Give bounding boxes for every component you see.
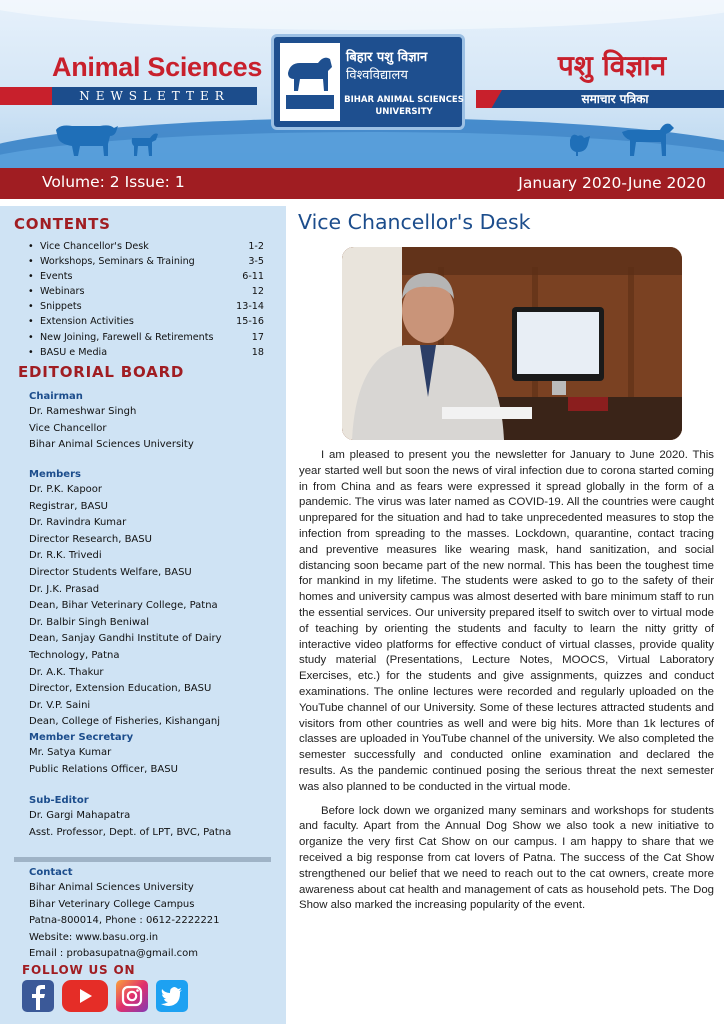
editorial-line: Dr. Balbir Singh Beniwal — [29, 616, 149, 628]
logo-hindi-name: विश्वविद्यालय — [346, 68, 408, 83]
brand-subtitle-bar — [52, 87, 257, 105]
editorial-line: Dr. R.K. Trivedi — [29, 550, 102, 562]
brand-title: Animal Sciences — [52, 52, 263, 82]
editorial-line: Dr. V.P. Saini — [29, 699, 91, 711]
editorial-line: Asst. Professor, Dept. of LPT, BVC, Patna — [29, 826, 232, 838]
vice-chancellor-photo — [342, 247, 682, 440]
sub-editor-block — [29, 794, 269, 841]
cow-icon — [50, 118, 120, 158]
editorial-line: Mr. Satya Kumar — [29, 747, 112, 758]
toc-item-title: Extension Activities — [40, 316, 134, 328]
toc-item-title: New Joining, Farewell & Retirements — [40, 331, 214, 343]
editorial-line: Dean, Sanjay Gandhi Institute of Dairy — [29, 633, 222, 645]
toc-item[interactable] — [28, 254, 264, 269]
hindi-subtitle-bar — [476, 90, 724, 108]
toc-item-pages: 15-16 — [236, 316, 264, 328]
editorial-line: Dr. Rameshwar Singh — [29, 406, 137, 417]
issue-bar — [0, 168, 724, 199]
article-paragraph: I am pleased to present you the newsletter for January to June 2020. This year started well but soon the news of viral infection due to corona started coming in from China and as fears were expressed it spread globally in the form of a pandemic. The virus was later named as COVID-19. All the countries were caught unprepared for the situation and had to take unprecedented measures to stop the infection from spreading to the masses. Lockdown, quarantine, contact tracing and preventive measures like wearing mask, hand sanitization, and social distancing soon became part of the new normal. This has been the toughest time for mankind in my lifetime. The students were asked to go to the safety of their homes and university campus was almost deserted with bare minimum staff to run the essential services. Our university prepared itself to switch over to virtual mode of teaching by orienting the students and faculty to learn the nitty gritty of interactive video platforms for effective conduct of virtual classes, provide quality study material (Presentations, Lecture Notes, MOOCS, Virtual Laboratory Exercises, etc.) for the students and give assignments, quizzes and conduct examinations. The online lectures were recorded and regularly uploaded on the YouTube channel of our University. Some of these lectures attracted students and visitors from other countries as well and were big hits. More than 1k lectures of classes are uploaded in YouTube channel of the university. We also completed the semester successfully and conducted online examination and declared the results. As the pandemic continued posing the serious threat the next semester was also planned to be conducted in the virtual mode. — [299, 449, 714, 793]
editorial-board-heading: EDITORIAL BOARD — [18, 363, 185, 381]
contents-heading: CONTENTS — [14, 215, 111, 233]
toc-item-title: BASU e Media — [40, 346, 108, 358]
editorial-line: Dr. Ravindra Kumar — [29, 517, 127, 529]
follow-us-heading: FOLLOW US ON — [22, 963, 136, 977]
volume-issue: Volume: 2 Issue: 1 — [42, 173, 185, 191]
editorial-role: Sub-Editor — [29, 795, 89, 806]
editorial-role: Chairman — [29, 391, 83, 402]
toc-item-title: Snippets — [40, 301, 82, 313]
toc-item[interactable] — [28, 345, 264, 360]
toc-item-title: Events — [40, 271, 73, 283]
logo-hindi-name: बिहार पशु विज्ञान — [346, 50, 428, 65]
instagram-icon[interactable] — [116, 980, 148, 1012]
contact-block — [29, 866, 269, 963]
logo-english-name: UNIVERSITY — [375, 107, 433, 117]
issue-period: January 2020-June 2020 — [518, 174, 706, 192]
contact-heading: Contact — [29, 867, 73, 878]
university-logo — [271, 34, 465, 130]
editorial-line: Director Students Welfare, BASU — [29, 566, 192, 578]
editorial-line: Public Relations Officer, BASU — [29, 763, 178, 775]
newsletter-brand — [52, 52, 263, 105]
contact-line: Patna-800014, Phone : 0612-2222221 — [29, 915, 220, 927]
toc-item-pages: 18 — [251, 346, 264, 358]
toc-item-pages: 13-14 — [236, 301, 264, 313]
editorial-role: Members — [29, 469, 81, 480]
toc-item[interactable] — [28, 299, 264, 314]
contact-line: Bihar Veterinary College Campus — [29, 898, 195, 910]
hindi-title: पशु विज्ञान — [557, 49, 667, 82]
member-secretary-block — [29, 731, 269, 778]
facebook-icon[interactable] — [22, 980, 54, 1012]
editorial-line: Bihar Animal Sciences University — [29, 439, 194, 451]
editorial-line: Dr. Gargi Mahapatra — [29, 810, 131, 821]
contact-line: Bihar Animal Sciences University — [29, 882, 194, 893]
editorial-line: Vice Chancellor — [29, 422, 107, 434]
header-wave — [0, 0, 724, 30]
masthead — [0, 0, 724, 168]
toc-item-pages: 12 — [251, 286, 264, 298]
hen-icon — [566, 130, 592, 156]
toc-item[interactable] — [28, 239, 264, 254]
toc-item-pages: 3-5 — [248, 256, 264, 268]
logo-english-name: BIHAR ANIMAL SCIENCES — [344, 95, 464, 105]
bull-emblem-icon — [280, 43, 340, 121]
toc-item-title: Vice Chancellor's Desk — [40, 241, 149, 252]
twitter-icon[interactable] — [156, 980, 188, 1012]
social-links — [22, 980, 192, 1014]
toc-item-title: Workshops, Seminars & Training — [40, 256, 195, 268]
toc-item[interactable] — [28, 269, 264, 284]
hindi-brand — [476, 46, 724, 108]
toc-item-pages: 17 — [251, 331, 264, 343]
editorial-line: Dean, College of Fisheries, Kishanganj — [29, 716, 221, 728]
editorial-line: Director, Extension Education, BASU — [29, 683, 212, 695]
email-link[interactable]: Email : probasupatna@gmail.com — [29, 948, 199, 960]
brand-subtitle: NEWSLETTER — [79, 89, 230, 103]
article-paragraph: Before lock down we organized many seminars and workshops for students and faculty. Apart from the Annual Dog Show we also took a new initiative to organize the very first Cat Show on our campus. I am happy to share that we received a big response from cat lovers of Patna. The success of the Cat Show strengthened our belief that we need to reach out to the cat owners, create more awareness about cat health and management of cats as household pets. The Dog Show also marked the increasing popularity of the event. — [299, 804, 714, 912]
divider — [14, 857, 271, 862]
editorial-role: Member Secretary — [29, 732, 134, 743]
chairman-block — [29, 390, 269, 454]
website-link[interactable]: Website: www.basu.org.in — [29, 931, 159, 943]
hindi-subtitle: समाचार पत्रिका — [581, 92, 649, 106]
dog-icon — [620, 118, 676, 158]
editorial-line: Dr. P.K. Kapoor — [29, 484, 103, 495]
toc-item-pages: 1-2 — [248, 241, 264, 252]
goat-icon — [128, 128, 160, 158]
members-block — [29, 468, 269, 731]
toc-item-title: Webinars — [40, 286, 85, 298]
youtube-icon[interactable] — [62, 980, 108, 1012]
editorial-line: Director Research, BASU — [29, 533, 152, 545]
table-of-contents — [28, 239, 264, 360]
sidebar — [0, 206, 286, 1024]
editorial-line: Dr. J.K. Prasad — [29, 583, 100, 595]
toc-item[interactable] — [28, 314, 264, 329]
toc-item-pages: 6-11 — [242, 271, 264, 283]
article-title: Vice Chancellor's Desk — [298, 210, 531, 234]
article-body — [299, 448, 714, 914]
toc-item[interactable] — [28, 284, 264, 299]
toc-item[interactable] — [28, 330, 264, 345]
editorial-line: Dean, Bihar Veterinary College, Patna — [29, 600, 218, 612]
editorial-line: Registrar, BASU — [29, 500, 108, 512]
editorial-line: Technology, Patna — [29, 649, 120, 661]
editorial-line: Dr. A.K. Thakur — [29, 666, 104, 678]
